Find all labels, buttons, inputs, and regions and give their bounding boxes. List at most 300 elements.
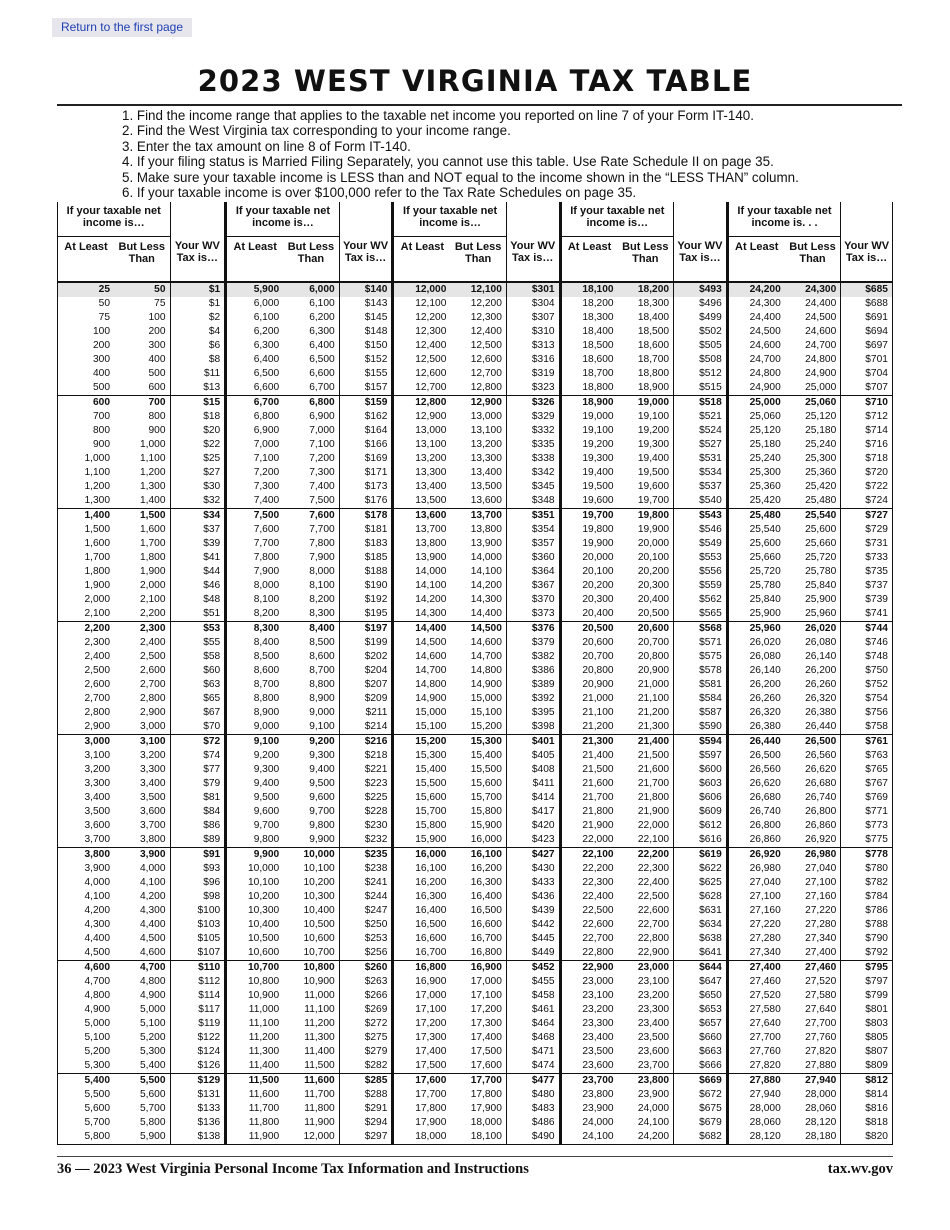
but-less-than-cell: 24,300 [785, 282, 841, 297]
tax-cell: $820 [841, 1130, 892, 1145]
tax-cell: $27 [203, 467, 221, 478]
tax-cell: $712 [865, 411, 888, 422]
at-least-cell: 1,100 [84, 467, 110, 478]
at-least-cell: 16,200 [415, 877, 447, 888]
but-less-than-cell: 16,500 [450, 904, 506, 918]
but-less-than-cell: 13,900 [450, 537, 506, 551]
tax-cell: $556 [699, 566, 722, 577]
tax-cell: $427 [506, 848, 558, 863]
instructions-list [122, 108, 902, 200]
at-least-cell: 4,700 [84, 976, 110, 987]
but-less-than-cell: 7,100 [283, 438, 339, 452]
but-less-than-cell: 5,900 [114, 1130, 170, 1145]
but-less-than-header: But Less Than [785, 236, 841, 282]
but-less-than-cell: 12,600 [450, 353, 506, 367]
at-least-cell: 20,900 [582, 679, 614, 690]
at-least-cell: 8,200 [253, 608, 280, 619]
table-row [729, 1102, 892, 1116]
at-least-cell: 10,800 [248, 976, 280, 987]
at-least-cell: 27,880 [729, 1074, 785, 1089]
title-divider [57, 104, 902, 106]
table-row [562, 410, 726, 424]
but-less-than-cell: 3,700 [114, 819, 170, 833]
but-less-than-cell: 6,200 [283, 311, 339, 325]
tax-cell: $41 [203, 552, 221, 563]
tax-cell: $775 [865, 834, 888, 845]
at-least-cell: 6,800 [253, 411, 280, 422]
at-least-cell: 23,200 [582, 1004, 614, 1015]
table-row [562, 862, 726, 876]
tax-cell: $107 [197, 947, 221, 958]
table-row [58, 523, 224, 537]
but-less-than-cell: 10,800 [283, 961, 339, 976]
tax-cell: $211 [365, 707, 388, 718]
tax-cell: $44 [203, 566, 221, 577]
table-row [58, 509, 224, 524]
tax-cell: $797 [865, 976, 888, 987]
table-row [729, 607, 892, 622]
table-row [729, 777, 892, 791]
at-least-cell: 1,000 [84, 453, 110, 464]
tax-cell: $727 [841, 509, 892, 524]
tax-cell: $493 [674, 282, 726, 297]
tax-cell: $562 [699, 594, 722, 605]
but-less-than-cell: 10,100 [283, 862, 339, 876]
tax-cell: $67 [203, 707, 221, 718]
at-least-cell: 11,400 [248, 1060, 280, 1071]
table-row [562, 848, 726, 863]
table-row [58, 946, 224, 961]
but-less-than-cell: 7,400 [283, 480, 339, 494]
but-less-than-cell: 14,400 [450, 607, 506, 622]
table-row [729, 735, 892, 750]
tax-cell: $188 [364, 566, 388, 577]
tax-cell: $297 [339, 1130, 391, 1145]
at-least-cell: 18,800 [582, 382, 614, 393]
table-row [58, 791, 224, 805]
tax-cell: $634 [699, 919, 722, 930]
table-row [227, 692, 391, 706]
tax-cell: $8 [208, 354, 221, 365]
tax-cell: $185 [364, 552, 388, 563]
at-least-cell: 12,000 [394, 282, 450, 297]
at-least-cell: 20,800 [582, 665, 614, 676]
but-less-than-cell: 6,400 [283, 339, 339, 353]
tax-cell: $173 [364, 481, 388, 492]
but-less-than-cell: 1,400 [114, 494, 170, 509]
table-row [729, 353, 892, 367]
table-row [729, 565, 892, 579]
at-least-cell: 18,700 [582, 368, 614, 379]
but-less-than-cell: 6,900 [283, 410, 339, 424]
tax-cell: $758 [865, 721, 888, 732]
table-row [58, 819, 224, 833]
but-less-than-cell: 21,200 [618, 706, 674, 720]
tax-cell: $114 [198, 990, 221, 1001]
but-less-than-cell: 7,200 [283, 452, 339, 466]
table-row [729, 1059, 892, 1074]
tax-cell: $780 [865, 863, 888, 874]
tax-cell: $568 [674, 622, 726, 637]
at-least-cell: 23,400 [582, 1032, 614, 1043]
tax-cell: $122 [197, 1032, 221, 1043]
but-less-than-cell: 14,700 [450, 650, 506, 664]
at-least-cell: 15,300 [415, 750, 447, 761]
but-less-than-cell: 4,800 [114, 975, 170, 989]
table-row [394, 1017, 558, 1031]
but-less-than-cell: 27,040 [785, 862, 841, 876]
at-least-cell: 10,000 [248, 863, 280, 874]
footer-website: tax.wv.gov [827, 1161, 893, 1177]
income-range-header: If your taxable net income is… [227, 202, 339, 236]
at-least-cell: 27,760 [749, 1046, 781, 1057]
at-least-cell: 3,900 [84, 863, 110, 874]
instruction-item: 1. Find the income range that applies to the taxable net income you reported on line 7 of your Form IT-140. [122, 108, 754, 123]
wv-tax-header: Your WV Tax is… [506, 236, 558, 282]
at-least-cell: 26,440 [729, 735, 785, 750]
tax-cell: $169 [364, 453, 388, 464]
instruction-item: 5. Make sure your taxable income is LESS than and NOT equal to the income shown in the “LESS THAN” column. [122, 169, 799, 185]
table-row [394, 282, 558, 297]
tax-cell: $754 [865, 693, 888, 704]
tax-cell: $675 [699, 1103, 722, 1114]
tax-cell: $657 [699, 1018, 722, 1029]
table-row [227, 848, 391, 863]
tax-cell: $79 [203, 778, 221, 789]
table-row [729, 509, 892, 524]
but-less-than-cell: 13,200 [450, 438, 506, 452]
but-less-than-cell: 11,400 [283, 1045, 339, 1059]
tax-cell: $449 [531, 947, 555, 958]
tax-cell: $238 [364, 863, 388, 874]
at-least-cell: 27,580 [749, 1004, 781, 1015]
tax-cell: $731 [865, 538, 888, 549]
but-less-than-cell: 10,600 [283, 932, 339, 946]
tax-cell: $735 [865, 566, 888, 577]
at-least-header: At Least [729, 236, 785, 282]
tax-cell: $119 [198, 1018, 221, 1029]
but-less-than-cell: 8,300 [283, 607, 339, 622]
but-less-than-cell: 22,800 [618, 932, 674, 946]
at-least-cell: 5,000 [84, 1018, 110, 1029]
tax-cell: $131 [197, 1089, 221, 1100]
table-row [227, 650, 391, 664]
tax-cell: $559 [699, 580, 722, 591]
but-less-than-cell: 19,300 [618, 438, 674, 452]
tax-cell: $600 [699, 764, 722, 775]
but-less-than-cell: 12,800 [450, 381, 506, 396]
tax-cell: $694 [865, 326, 888, 337]
tax-cell: $616 [699, 834, 722, 845]
at-least-cell: 300 [93, 354, 110, 365]
table-row [729, 537, 892, 551]
at-least-cell: 24,100 [562, 1130, 618, 1145]
tax-cell: $145 [364, 312, 388, 323]
table-row [562, 282, 726, 297]
tax-cell: $338 [531, 453, 555, 464]
tax-cell: $763 [865, 750, 888, 761]
table-row [227, 622, 391, 637]
table-row [394, 438, 558, 452]
at-least-cell: 24,200 [729, 282, 785, 297]
but-less-than-cell: 7,800 [283, 537, 339, 551]
but-less-than-cell: 6,100 [283, 297, 339, 311]
at-least-cell: 15,000 [415, 707, 447, 718]
table-row [58, 1102, 224, 1116]
but-less-than-cell: 26,740 [785, 791, 841, 805]
table-row [562, 1017, 726, 1031]
tax-cell: $351 [506, 509, 558, 524]
but-less-than-cell: 9,600 [283, 791, 339, 805]
table-row [562, 777, 726, 791]
but-less-than-cell: 9,400 [283, 763, 339, 777]
but-less-than-cell: 28,120 [785, 1116, 841, 1130]
at-least-cell: 4,400 [84, 933, 110, 944]
but-less-than-cell: 22,300 [618, 862, 674, 876]
but-less-than-cell: 10,300 [283, 890, 339, 904]
but-less-than-cell: 2,400 [114, 636, 170, 650]
table-row [227, 593, 391, 607]
but-less-than-cell: 12,100 [450, 282, 506, 297]
table-row [58, 961, 224, 976]
table-row [562, 1088, 726, 1102]
table-row [227, 480, 391, 494]
at-least-cell: 19,900 [582, 538, 614, 549]
tax-cell: $133 [197, 1103, 221, 1114]
tax-cell: $537 [699, 481, 722, 492]
at-least-cell: 22,400 [582, 891, 614, 902]
tax-cell: $672 [699, 1089, 722, 1100]
tax-cell: $769 [865, 792, 888, 803]
at-least-cell: 12,100 [415, 298, 447, 309]
but-less-than-cell: 23,800 [618, 1074, 674, 1089]
tax-cell: $263 [364, 976, 388, 987]
wv-tax-header: Your WV Tax is… [674, 236, 726, 282]
table-row [729, 297, 892, 311]
at-least-cell: 23,700 [562, 1074, 618, 1089]
tax-cell: $117 [198, 1004, 221, 1015]
tax-cell: $805 [865, 1032, 888, 1043]
at-least-cell: 14,400 [394, 622, 450, 637]
tax-cell: $786 [865, 905, 888, 916]
but-less-than-cell: 27,460 [785, 961, 841, 976]
tax-cell: $809 [865, 1060, 888, 1071]
but-less-than-cell: 13,000 [450, 410, 506, 424]
tax-cell: $244 [364, 891, 388, 902]
table-row [227, 876, 391, 890]
tax-cell: $565 [699, 608, 722, 619]
header-spacer [339, 202, 391, 236]
tax-cell: $288 [364, 1089, 388, 1100]
table-row [394, 692, 558, 706]
but-less-than-cell: 21,700 [618, 777, 674, 791]
table-row [227, 890, 391, 904]
tax-cell: $63 [203, 679, 221, 690]
at-least-cell: 10,400 [248, 919, 280, 930]
but-less-than-cell: 10,500 [283, 918, 339, 932]
at-least-cell: 10,900 [248, 990, 280, 1001]
table-row [729, 918, 892, 932]
table-row [227, 353, 391, 367]
at-least-cell: 700 [93, 411, 110, 422]
tax-cell: $204 [364, 665, 388, 676]
at-least-cell: 13,200 [415, 453, 447, 464]
at-least-cell: 3,000 [58, 735, 114, 750]
tax-cell: $301 [506, 282, 558, 297]
at-least-cell: 26,680 [749, 792, 781, 803]
table-row [394, 678, 558, 692]
but-less-than-cell: 11,000 [283, 989, 339, 1003]
but-less-than-cell: 800 [114, 410, 170, 424]
tax-cell: $32 [203, 495, 221, 506]
table-row [394, 607, 558, 622]
tax-cell: $250 [364, 919, 388, 930]
table-row [729, 876, 892, 890]
but-less-than-cell: 8,800 [283, 678, 339, 692]
but-less-than-cell: 18,400 [618, 311, 674, 325]
table-row [729, 664, 892, 678]
but-less-than-cell: 5,500 [114, 1074, 170, 1089]
header-spacer [674, 202, 726, 236]
at-least-cell: 21,800 [582, 806, 614, 817]
at-least-cell: 17,000 [415, 990, 447, 1001]
but-less-than-cell: 16,700 [450, 932, 506, 946]
but-less-than-cell: 19,500 [618, 466, 674, 480]
at-least-cell: 1,300 [84, 495, 110, 506]
tax-cell: $750 [865, 665, 888, 676]
table-row [394, 593, 558, 607]
tax-cell: $13 [203, 382, 221, 393]
table-row [729, 1003, 892, 1017]
tax-cell: $571 [699, 637, 722, 648]
tax-cell: $401 [506, 735, 558, 750]
table-row [729, 692, 892, 706]
tax-cell: $207 [364, 679, 388, 690]
tax-cell: $490 [506, 1130, 558, 1145]
at-least-cell: 6,200 [253, 326, 280, 337]
table-row [394, 763, 558, 777]
tax-cell: $455 [531, 976, 555, 987]
tax-cell: $367 [531, 580, 555, 591]
at-least-cell: 26,380 [749, 721, 781, 732]
at-least-cell: 23,300 [582, 1018, 614, 1029]
tax-cell: $223 [364, 778, 388, 789]
but-less-than-cell: 6,300 [283, 325, 339, 339]
tax-cell: $436 [531, 891, 555, 902]
tax-cell: $748 [865, 651, 888, 662]
at-least-cell: 9,700 [253, 820, 280, 831]
tax-cell: $756 [865, 707, 888, 718]
table-row [394, 735, 558, 750]
at-least-cell: 13,400 [415, 481, 447, 492]
table-row [394, 466, 558, 480]
tax-cell: $1 [170, 282, 224, 297]
but-less-than-cell: 14,000 [450, 551, 506, 565]
table-row [58, 876, 224, 890]
tax-cell: $650 [699, 990, 722, 1001]
tax-cell: $546 [699, 524, 722, 535]
but-less-than-cell: 19,100 [618, 410, 674, 424]
at-least-cell: 24,800 [749, 368, 781, 379]
tax-cell: $155 [364, 368, 388, 379]
at-least-cell: 13,900 [415, 552, 447, 563]
at-least-cell: 13,600 [394, 509, 450, 524]
tax-cell: $126 [197, 1060, 221, 1071]
at-least-cell: 19,000 [582, 411, 614, 422]
table-row [58, 777, 224, 791]
but-less-than-cell: 4,300 [114, 904, 170, 918]
tax-cell: $197 [339, 622, 391, 637]
at-least-cell: 9,100 [227, 735, 283, 750]
table-row [394, 1088, 558, 1102]
tax-cell: $269 [364, 1004, 388, 1015]
but-less-than-cell: 4,500 [114, 932, 170, 946]
at-least-cell: 16,800 [394, 961, 450, 976]
table-row [58, 636, 224, 650]
table-row [562, 1130, 726, 1145]
table-row [729, 523, 892, 537]
at-least-cell: 25,060 [749, 411, 781, 422]
tax-cell: $319 [531, 368, 555, 379]
but-less-than-cell: 21,000 [618, 678, 674, 692]
but-less-than-cell: 12,900 [450, 396, 506, 411]
table-row [227, 833, 391, 848]
table-row [562, 833, 726, 848]
at-least-cell: 17,500 [415, 1060, 447, 1071]
table-row [227, 282, 391, 297]
at-least-cell: 25,780 [749, 580, 781, 591]
but-less-than-cell: 17,800 [450, 1088, 506, 1102]
but-less-than-cell: 24,100 [618, 1116, 674, 1130]
but-less-than-cell: 24,600 [785, 325, 841, 339]
but-less-than-cell: 4,700 [114, 961, 170, 976]
table-row [394, 353, 558, 367]
but-less-than-cell: 16,800 [450, 946, 506, 961]
at-least-cell: 25,960 [729, 622, 785, 637]
at-least-cell: 8,800 [253, 693, 280, 704]
at-least-cell: 25,480 [729, 509, 785, 524]
tax-cell: $818 [865, 1117, 888, 1128]
return-to-first-page-link[interactable]: Return to the first page [52, 18, 192, 37]
at-least-cell: 5,600 [84, 1103, 110, 1114]
at-least-cell: 13,100 [415, 439, 447, 450]
at-least-cell: 26,200 [749, 679, 781, 690]
tax-cell: $445 [531, 933, 555, 944]
table-row [394, 664, 558, 678]
tax-cell: $136 [197, 1117, 221, 1128]
table-row [394, 791, 558, 805]
tax-cell: $230 [364, 820, 388, 831]
tax-cell: $256 [364, 947, 388, 958]
but-less-than-cell: 26,620 [785, 763, 841, 777]
but-less-than-cell: 14,800 [450, 664, 506, 678]
table-row [394, 890, 558, 904]
at-least-cell: 17,600 [394, 1074, 450, 1089]
at-least-cell: 2,000 [84, 594, 110, 605]
table-row [562, 396, 726, 411]
tax-cell: $423 [531, 834, 555, 845]
but-less-than-cell: 8,600 [283, 650, 339, 664]
table-row [394, 509, 558, 524]
but-less-than-cell: 11,300 [283, 1031, 339, 1045]
but-less-than-cell: 1,900 [114, 565, 170, 579]
at-least-cell: 3,700 [84, 834, 110, 845]
but-less-than-cell: 27,820 [785, 1045, 841, 1059]
but-less-than-cell: 21,900 [618, 805, 674, 819]
table-row [562, 932, 726, 946]
at-least-cell: 27,280 [749, 933, 781, 944]
at-least-cell: 20,500 [562, 622, 618, 637]
